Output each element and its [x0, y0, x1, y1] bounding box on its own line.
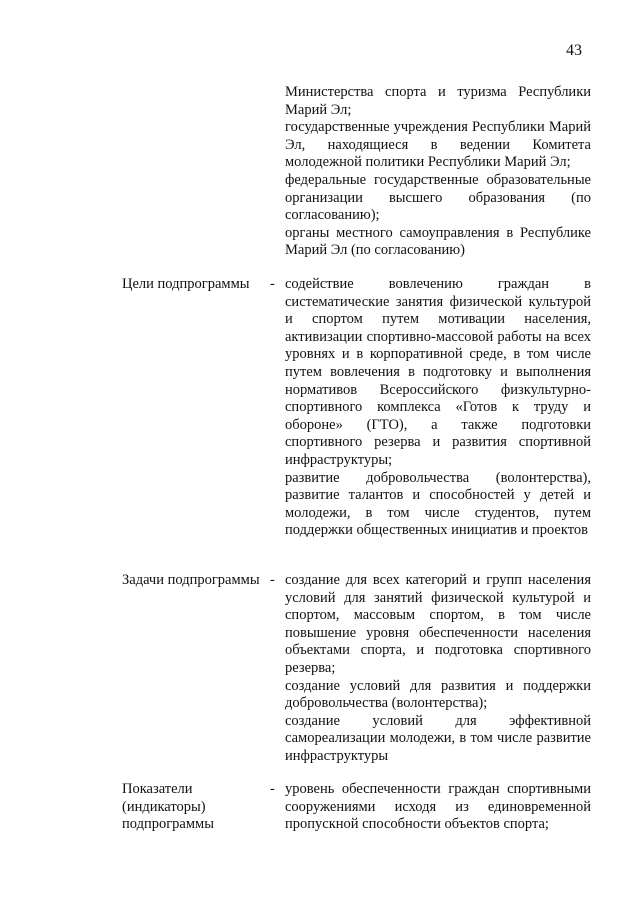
section-label: Задачи подпрограммы	[122, 572, 260, 588]
page-number: 43	[566, 42, 582, 59]
paragraph: уровень обеспеченности граждан спортивными сооружениями исходя из единовременной пропускной способности объектов спорта;	[285, 781, 591, 833]
paragraph: федеральные государственные образовательные организации высшего образования (по согласованию);	[285, 171, 591, 224]
paragraph: органы местного самоуправления в Республике Марий Эл (по согласованию)	[285, 224, 591, 259]
section-content	[285, 572, 591, 766]
paragraph: содействие вовлечению граждан в систематические занятия физической культурой и спортом путем мотивации населения, активизации спортивно-массовой работы на всех уровнях и в корпоративной среде, в том числе путем вовлечения в подготовку и выполнения нормативов Всероссийского физкультурно-спортивного комплекса «Готов к труду и обороне» (ГТО), а также подготовки спортивного резерва и развития спортивной инфраструктуры;	[285, 276, 591, 468]
continued-executors-list	[285, 84, 591, 260]
paragraph: создание для всех категорий и групп населения условий для занятий физической культурой и спортом, массовым спортом, в том числе повышение уровня обеспеченности населения объектами спорта, и подготовка спортивного резерва;	[285, 572, 591, 676]
section-label: Цели подпрограммы	[122, 276, 250, 292]
paragraph: создание условий для развития и поддержки добровольчества (волонтерства);	[285, 677, 591, 712]
paragraph: развитие добровольчества (волонтерства), развитие талантов и способностей у детей и молодежи, в том числе студентов, путем поддержки общественных инициатив и проектов	[285, 469, 591, 539]
paragraph: государственные учреждения Республики Марий Эл, находящиеся в ведении Комитета молодежной политики Республики Марий Эл;	[285, 119, 591, 171]
section-dash: -	[270, 572, 275, 588]
section-content	[285, 276, 591, 540]
section-dash: -	[270, 276, 275, 292]
paragraph: Министерства спорта и туризма Республики Марий Эл;	[285, 84, 591, 118]
paragraph: создание условий для эффективной самореализации молодежи, в том числе развитие инфраструктуры	[285, 712, 591, 764]
section-content	[285, 781, 591, 834]
section-dash: -	[270, 781, 275, 797]
section-label: Показатели (индикаторы) подпрограммы	[122, 781, 214, 833]
